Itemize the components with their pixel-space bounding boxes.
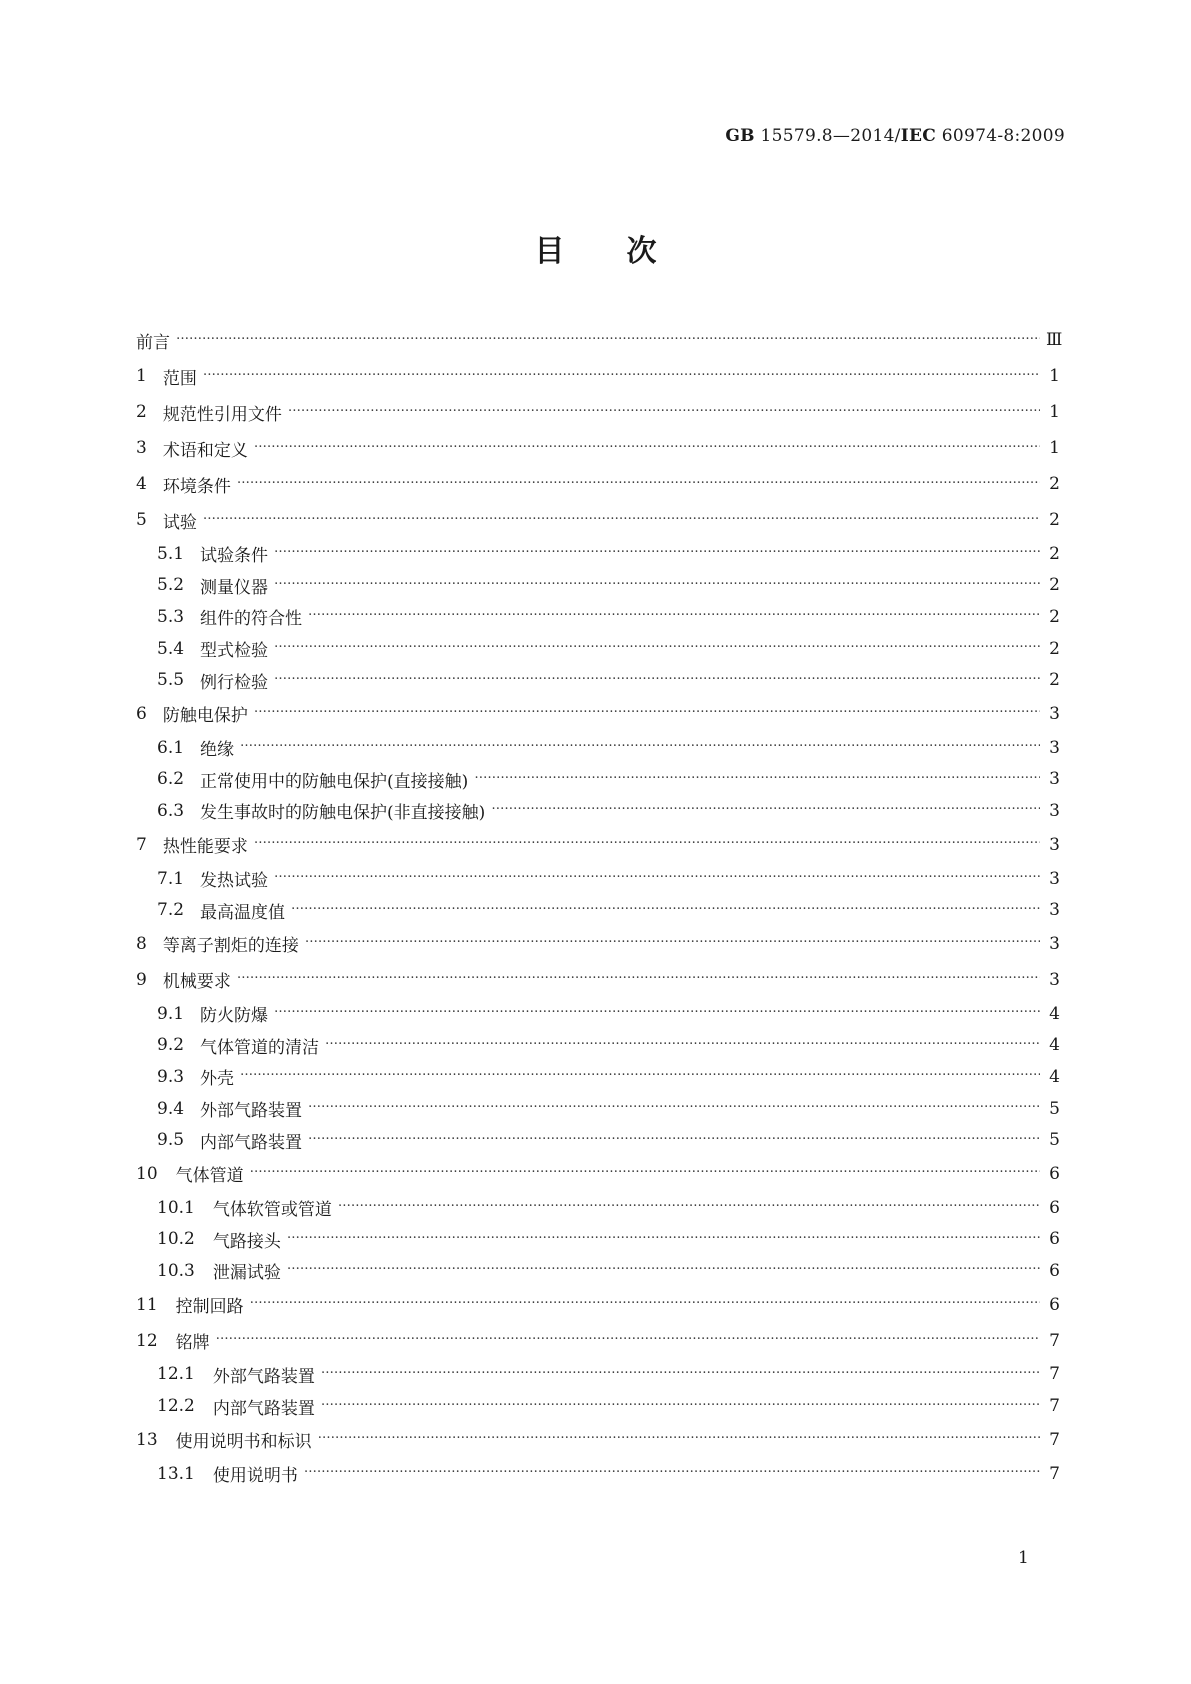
toc-leader-dots (237, 476, 1040, 493)
toc-entry-page: 3 (1049, 969, 1060, 990)
toc-entry[interactable] (136, 1093, 1060, 1125)
toc-entry-number: 7.1 (157, 868, 185, 889)
toc-entry-page: 3 (1049, 737, 1060, 758)
toc-entry-page: 1 (1049, 402, 1060, 422)
toc-leader-dots (240, 1068, 1040, 1085)
toc-leader-dots (254, 440, 1040, 457)
toc-entry-page: 2 (1049, 575, 1060, 596)
toc-entry-label: 最高温度值 (200, 902, 286, 923)
toc-entry-label: 试验 (162, 512, 197, 533)
toc-entry-page: 1 (1049, 438, 1060, 458)
toc-entry-label: 型式检验 (200, 641, 269, 662)
toc-entry[interactable] (136, 394, 1060, 430)
toc-entry-number: 7 (136, 834, 147, 855)
toc-entry-label: 气路接头 (212, 1231, 281, 1252)
toc-entry-label: 组件的符合性 (200, 609, 303, 630)
toc-entry-page: 3 (1049, 703, 1060, 724)
toc-entry-label: 铭牌 (175, 1333, 210, 1354)
toc-entry-label: 发生事故时的防触电保护(非直接接触) (200, 803, 486, 824)
toc-entry[interactable] (136, 827, 1060, 863)
toc-entry-label: 等离子割炬的连接 (162, 936, 299, 957)
toc-leader-dots (308, 608, 1040, 625)
toc-entry-label: 气体软管或管道 (212, 1200, 332, 1221)
toc-entry-page: 7 (1049, 1396, 1060, 1417)
toc-leader-dots (491, 802, 1040, 819)
toc-leader-dots (274, 545, 1040, 562)
toc-entry-number: 9.2 (157, 1035, 185, 1056)
toc-entry-number: 5.5 (157, 670, 185, 691)
toc-entry-label: 内部气路装置 (212, 1398, 315, 1419)
toc-entry-page: 5 (1049, 1098, 1060, 1119)
toc-entry-number: 5.4 (157, 638, 185, 659)
iec-prefix: IEC (900, 126, 937, 146)
toc-leader-dots (237, 971, 1040, 988)
toc-leader-dots (274, 1005, 1040, 1022)
toc-leader-dots (325, 1037, 1040, 1054)
toc-entry-label: 范围 (162, 368, 197, 389)
toc-entry-page: 6 (1049, 1163, 1060, 1184)
toc-entry-number: 5.1 (157, 543, 185, 564)
toc-entry-label: 外部气路装置 (200, 1101, 303, 1122)
toc-entry-label: 内部气路装置 (200, 1132, 303, 1153)
toc-leader-dots (274, 672, 1040, 689)
toc-entry-label: 外壳 (200, 1069, 235, 1090)
toc-entry-number: 12.2 (157, 1396, 195, 1417)
toc-entry-page: 5 (1049, 1130, 1060, 1151)
toc-entry[interactable] (136, 1124, 1060, 1156)
toc-leader-dots (308, 1100, 1040, 1117)
toc-entry-number: 11 (136, 1294, 158, 1315)
toc-leader-dots (305, 935, 1040, 952)
page-number: 1 (1018, 1548, 1029, 1568)
toc-entry-number: 6.2 (157, 769, 185, 790)
toc-entry-number: 5 (136, 510, 147, 530)
toc-entry-label: 气体管道的清洁 (200, 1037, 320, 1058)
toc-leader-dots (176, 332, 1040, 349)
toc-entry-page: 3 (1049, 900, 1060, 921)
toc-entry-number: 9.1 (157, 1003, 185, 1024)
toc-entry-page: 6 (1049, 1229, 1060, 1250)
toc-leader-dots (274, 870, 1040, 887)
toc-entry[interactable] (136, 1458, 1060, 1490)
toc-entry-label: 发热试验 (200, 871, 269, 892)
toc-entry[interactable] (136, 502, 1060, 538)
toc-entry-label: 控制回路 (175, 1297, 244, 1318)
toc-leader-dots (321, 1366, 1040, 1383)
toc-leader-dots (250, 1165, 1040, 1182)
toc-entry-label: 测量仪器 (200, 577, 269, 598)
toc-leader-dots (291, 902, 1040, 919)
toc-leader-dots (203, 368, 1040, 385)
toc-entry-label: 试验条件 (200, 546, 269, 567)
toc-entry-page: Ⅲ (1046, 330, 1063, 350)
toc-entry[interactable] (136, 1255, 1060, 1287)
toc-entry-page: 2 (1049, 510, 1060, 530)
toc-entry[interactable] (136, 732, 1060, 764)
toc-entry[interactable] (136, 764, 1060, 796)
toc-entry-label: 正常使用中的防触电保护(直接接触) (200, 771, 469, 792)
iec-number: 60974-8:2009 (936, 126, 1065, 146)
toc-entry-label: 使用说明书 (212, 1466, 298, 1487)
toc-entry-number: 9 (136, 969, 147, 990)
toc-leader-dots (308, 1132, 1040, 1149)
toc-entry[interactable] (136, 538, 1060, 570)
toc-leader-dots (274, 577, 1040, 594)
toc-entry-label: 绝缘 (200, 740, 235, 761)
toc-entry-label: 热性能要求 (162, 837, 248, 858)
toc-entry-label: 例行检验 (200, 672, 269, 693)
toc-entry[interactable] (136, 358, 1060, 394)
toc-entry-number: 5.3 (157, 606, 185, 627)
toc-entry-page: 7 (1049, 1330, 1060, 1351)
toc-leader-dots (274, 640, 1040, 657)
toc-entry-page: 3 (1049, 834, 1060, 855)
toc-entry-number: 10.2 (157, 1229, 195, 1250)
toc-entry-page: 3 (1049, 933, 1060, 954)
toc-entry[interactable] (136, 322, 1063, 358)
toc-entry-label: 外部气路装置 (212, 1366, 315, 1387)
toc-entry[interactable] (136, 1156, 1060, 1192)
toc-entry-label: 防触电保护 (162, 706, 248, 727)
toc-entry-page: 6 (1049, 1197, 1060, 1218)
toc-entry-number: 6.3 (157, 800, 185, 821)
gb-prefix: GB (725, 126, 755, 146)
toc-entry-label: 前言 (136, 332, 170, 353)
toc-entry-number: 12.1 (157, 1364, 195, 1385)
toc-leader-dots (474, 771, 1040, 788)
toc-entry[interactable] (136, 1224, 1060, 1256)
toc-entry-label: 规范性引用文件 (162, 404, 282, 425)
toc-entry[interactable] (136, 664, 1060, 696)
toc-leader-dots (287, 1231, 1040, 1248)
toc-entry[interactable] (136, 633, 1060, 665)
toc-entry-number: 13 (136, 1429, 158, 1450)
toc-entry[interactable] (136, 962, 1060, 998)
toc-entry-number: 1 (136, 366, 147, 386)
toc-entry-number: 9.5 (157, 1130, 185, 1151)
toc-entry-label: 机械要求 (162, 972, 231, 993)
toc-entry-label: 环境条件 (162, 476, 231, 497)
toc-leader-dots (321, 1398, 1040, 1415)
toc-leader-dots (304, 1465, 1040, 1482)
toc-entry-page: 2 (1049, 474, 1060, 494)
toc-leader-dots (240, 739, 1040, 756)
toc-entry[interactable] (136, 601, 1060, 633)
toc-entry-page: 6 (1049, 1260, 1060, 1281)
toc-entry-page: 3 (1049, 769, 1060, 790)
toc-entry[interactable] (136, 1061, 1060, 1093)
toc-entry-page: 4 (1049, 1066, 1060, 1087)
toc-leader-dots (287, 1262, 1040, 1279)
toc-entry-number: 8 (136, 933, 147, 954)
toc-entry-number: 3 (136, 438, 147, 458)
toc-entry-number: 12 (136, 1330, 158, 1351)
toc-entry-page: 7 (1049, 1364, 1060, 1385)
toc-entry-number: 2 (136, 402, 147, 422)
toc-entry[interactable] (136, 1359, 1060, 1391)
toc-leader-dots (250, 1296, 1040, 1313)
toc-entry[interactable] (136, 570, 1060, 602)
toc-entry[interactable] (136, 795, 1060, 827)
toc-entry[interactable] (136, 1287, 1060, 1323)
toc-entry-page: 3 (1049, 800, 1060, 821)
toc-entry-page: 7 (1049, 1429, 1060, 1450)
toc-entry-number: 10 (136, 1163, 158, 1184)
toc-entry-number: 13.1 (157, 1463, 195, 1484)
toc-entry-label: 泄漏试验 (212, 1263, 281, 1284)
toc-leader-dots (288, 404, 1040, 421)
toc-entry-page: 7 (1049, 1463, 1060, 1484)
toc-entry-page: 2 (1049, 543, 1060, 564)
toc-entry[interactable] (136, 894, 1060, 926)
toc-leader-dots (254, 705, 1040, 722)
toc-entry[interactable] (136, 1030, 1060, 1062)
toc-entry-label: 术语和定义 (162, 440, 248, 461)
table-of-contents (136, 322, 1063, 1489)
toc-entry-label: 使用说明书和标识 (175, 1432, 312, 1453)
toc-entry[interactable] (136, 696, 1060, 732)
toc-entry[interactable] (136, 1422, 1060, 1458)
toc-entry-page: 4 (1049, 1003, 1060, 1024)
toc-entry[interactable] (136, 430, 1060, 466)
toc-entry-page: 2 (1049, 606, 1060, 627)
toc-entry-number: 9.3 (157, 1066, 185, 1087)
toc-entry-number: 6.1 (157, 737, 185, 758)
toc-entry-page: 4 (1049, 1035, 1060, 1056)
toc-entry[interactable] (136, 1192, 1060, 1224)
toc-entry-page: 1 (1049, 366, 1060, 386)
gb-number: 15579.8—2014/ (754, 126, 901, 146)
toc-entry-number: 6 (136, 703, 147, 724)
toc-entry[interactable] (136, 1323, 1060, 1359)
toc-entry-number: 9.4 (157, 1098, 185, 1119)
toc-entry-number: 10.3 (157, 1260, 195, 1281)
toc-entry-number: 4 (136, 474, 147, 494)
toc-entry-page: 3 (1049, 868, 1060, 889)
toc-entry-number: 7.2 (157, 900, 185, 921)
toc-entry-number: 5.2 (157, 575, 185, 596)
toc-entry-page: 6 (1049, 1294, 1060, 1315)
toc-entry-page: 2 (1049, 638, 1060, 659)
document-code-header (725, 126, 1065, 146)
toc-leader-dots (254, 836, 1040, 853)
toc-entry[interactable] (136, 863, 1060, 895)
toc-entry-number: 10.1 (157, 1197, 195, 1218)
page-title: 目次 (534, 234, 719, 269)
toc-entry[interactable] (136, 998, 1060, 1030)
toc-entry[interactable] (136, 926, 1060, 962)
toc-leader-dots (338, 1199, 1040, 1216)
toc-entry-label: 气体管道 (175, 1166, 244, 1187)
toc-leader-dots (318, 1431, 1040, 1448)
toc-leader-dots (203, 512, 1040, 529)
toc-entry[interactable] (136, 466, 1060, 502)
toc-leader-dots (216, 1332, 1040, 1349)
toc-entry-label: 防火防爆 (200, 1006, 269, 1027)
toc-entry-page: 2 (1049, 670, 1060, 691)
toc-entry[interactable] (136, 1390, 1060, 1422)
